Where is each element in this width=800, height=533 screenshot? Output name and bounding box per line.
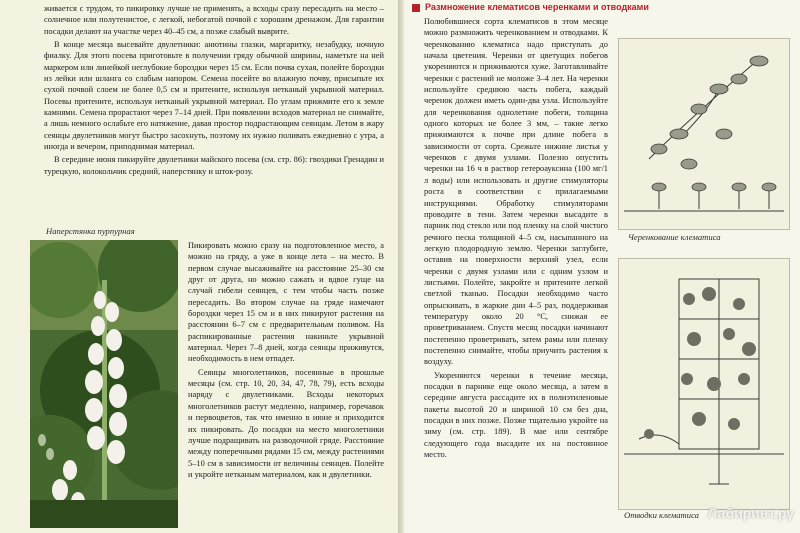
june-intro-paragraph: В середине июня пикируйте двулетники майского посева (см. стр. 86): гвоздики Гренадин и турецкую, колокольчик средний, наперстянку и шток-розу. [44,155,384,176]
layering-figure [618,258,790,510]
clematis-paragraph-2: Укореняются черенки в течение месяца, посадки в парнике еще около месяца, а затем в середине августа рассадите их в полиэтиленовые пакеты высотой 20 и шириной 10 см без дна, посадки в них позже. Позже тщательно укройте на зиму (см. стр. 189). В мае или сентябре следующего года высадите их на постоянное место. [424,370,608,460]
clematis-cuttings-drawing [619,39,789,229]
left-top-text-block [44,3,384,177]
left-page [0,0,398,533]
june-right-paragraph: Пикировать можно сразу на подготовленное место, а можно на гряду, а уже в конце лета – на место. В первом случае высаживайте на расстояние 25–30 см друг от друга, но можно сажать и вдвое гуще на случай гибели сеянцев, с тем чтобы часть позже пересадить. Во втором случае на гряде намечают бороздки через 15 см и в них пикируют растения на расстоянии 6–7 см с предварительным поливом. На распикированные растения накиньте укрывной материал. Через 7–8 дней, когда сеянцы приживутся, необходимость в нем отпадет. [188,241,384,364]
cuttings-caption: Черенкование клематиса [628,232,721,242]
foxglove-illustration [30,240,178,528]
foxglove-photo [30,240,178,528]
left-right-column-text [188,240,384,480]
labirint-watermark: Лабиринт.ру [707,505,794,521]
photo-caption: Наперстянка пурпурная [46,226,135,236]
section-heading: Размножение клематисов черенками и отводками [425,2,649,12]
cuttings-figure [618,38,790,230]
heading-marker [412,4,420,12]
clematis-paragraph-1: Полюбившиеся сорта клематисов в этом месяце можно размножить черенкованием и отводками. К черенкованию клематиса надо приступать до начала цветения. Черенки от цветущих побегов укореняются и приживаются хуже. Заготавливайте черенки с растений не моложе 3–4 лет. На черенки используйте среднюю часть побега, каждый черенок должен иметь один-два узла. Используйте для черенкования однолетние побеги, толщина одного которых не более 3 мм, – такие легко прижимаются к почве при длине побега в зависимости от сорта. Срежьте нижние листья у черенков с двумя узлами. Полезно опустить черенки на 16 ч в раствор гетероауксина (100 мг/1 л воды) или использовать и другие стимуляторы роста в соответствии с прилагаемыми инструкциями. Обработку стимуляторами проводите в тени. Затем черенки высадите в парник под стекло или под пленку на слой чистого речного песка толщиной 4–5 см, насыпанного на легкую плодородную землю. Черенки заглубите, оставив на поверхности верхний узел, если черенки с двумя узлами или с одним узлом и листьями. Полейте, закройте и притените легкой светлой тканью. Посадки необходимо часто опрыскивать, в жаркие дни 4–5 раз, поддерживая температуру около 20 °С, снижая ее проветриванием. Спустя месяц посадки начинают постепенно проветривать, затем рамы или пленку постепенно снимайте, чтобы приучить растения к воздуху. [424,17,608,367]
top-paragraph: живается с трудом, то пикировку лучше не применять, а всходы сразу пересадить на место – солнечное или полутенистое, с легкой, небогатой почвой с хорошим дренажом. Для гарантии посадки делают на участке через 40–45 см, а позже слабый выврите. [44,4,384,36]
clematis-layering-drawing [619,259,789,509]
perennials-paragraph: Сеянцы многолетников, посеянные в прошлые месяцы (см. стр. 10, 20, 34, 47, 78, 79), есть всходы наряду с двулетниками. Всходы некоторых многолетников растут медленно, например, горечавок и первоцветов, так что именно в июне и приходится их пикировать. До посадки на место многолетники лучше подращивать на разводочной гряде. Расстояние между поперечными рядами 15 см, между растениями 5–10 см в зависимости от величины сеянцев. Полейте и укройте нетканым материалом, как и двулетники. [188,367,384,479]
right-text-column [424,16,608,460]
layering-caption: Отводки клематиса [624,510,699,520]
sowing-paragraph: В конце месяца высевайте двулетники: анютины глазки, маргаритку, незабудку, ночную фиалку. Для этого посева приготовьте в получении гряду обычной ширины, наметьте на ней маркером или линейкой неглубокие бороздки через 15 см. Если почва сухая, полейте бороздки из лейки или шланга со слабым напором. Семена посейте во влажную почву, присыпьте их сухой почвой слоем не более 0,5 см и притените, используя нетканый укрывной материал. Посевы притените, используя нетканый укрывной материал. По углам прижмите его к земле камнями. Семена прорастают через 7–14 дней. При появлении всходов материал не снимайте, а лишь немного ослабьте его натяжение, давая простор подрастающим сеянцам. Летом в жару сеянцы двулетников могут быстро засохнуть, поэтому их нужно поливать ежедневно с утра, а иногда и вечером, приподнимая материал. [44,40,384,152]
